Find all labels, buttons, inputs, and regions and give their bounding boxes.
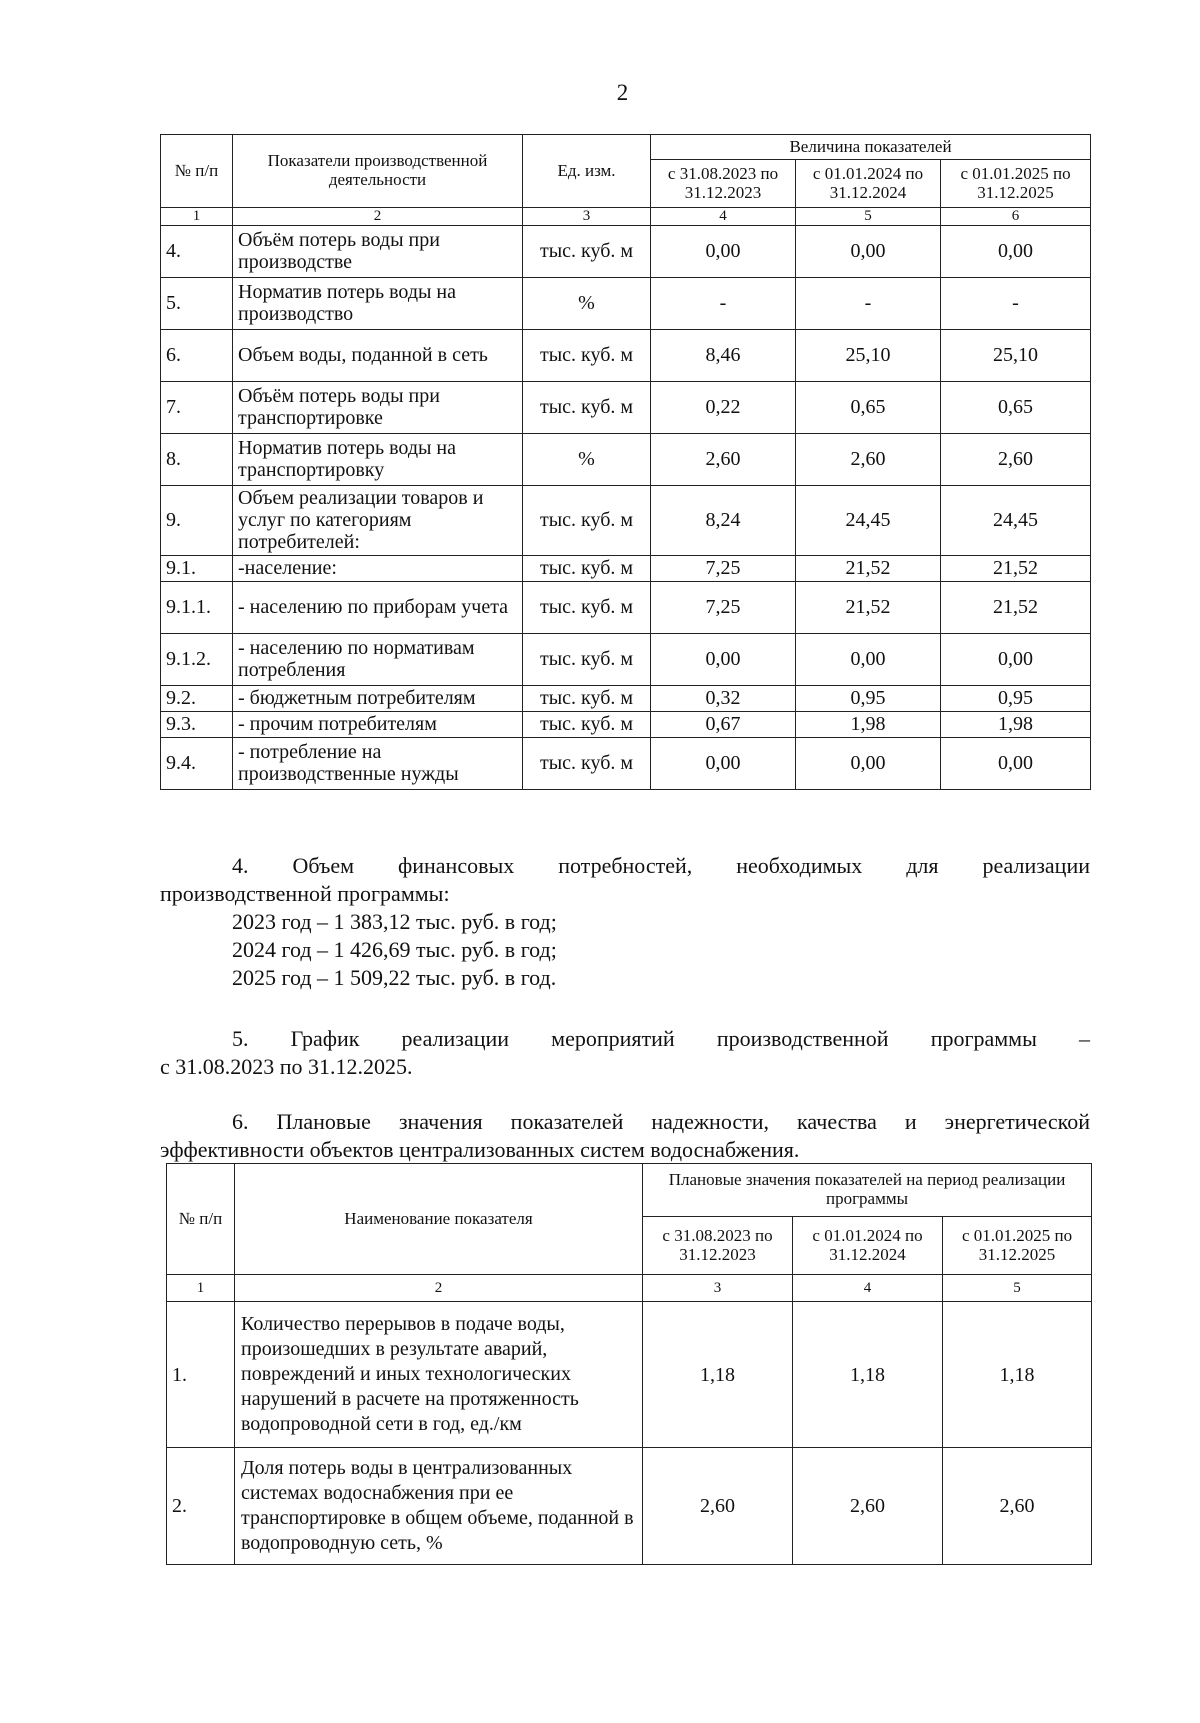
- section-4-heading-cont: производственной программы:: [160, 881, 450, 906]
- value-cell: 1,18: [643, 1302, 793, 1448]
- indicator-name: -население:: [233, 555, 523, 581]
- unit: тыс. куб. м: [523, 581, 651, 633]
- header-indicator: Показатели производственной деятельности: [233, 135, 523, 208]
- value-cell: 8,46: [651, 329, 796, 381]
- indicator-name: Объем реализации товаров и услуг по категориям потребителей:: [233, 485, 523, 555]
- value-cell: 0,00: [941, 225, 1091, 277]
- indicator-name: - населению по нормативам потребления: [233, 633, 523, 685]
- indicator-name: - прочим потребителям: [233, 711, 523, 737]
- section-5: [160, 1025, 1090, 1081]
- value-cell: 24,45: [796, 485, 941, 555]
- table-row: [161, 225, 1091, 277]
- financing-year-2023: 2023 год – 1 383,12 тыс. руб. в год;: [232, 909, 557, 934]
- value-cell: 2,60: [793, 1448, 943, 1565]
- section-5-line2: с 31.08.2023 по 31.12.2025.: [160, 1054, 413, 1079]
- unit: тыс. куб. м: [523, 485, 651, 555]
- row-number: 9.1.2.: [161, 633, 233, 685]
- header-period: с 01.01.2024 по 31.12.2024: [796, 160, 941, 208]
- header-indicator: Наименование показателя: [235, 1164, 643, 1275]
- row-number: 9.1.1.: [161, 581, 233, 633]
- unit: тыс. куб. м: [523, 711, 651, 737]
- row-number: 7.: [161, 381, 233, 433]
- value-cell: 7,25: [651, 555, 796, 581]
- table-row: [161, 633, 1091, 685]
- section-6-line2: эффективности объектов централизованных систем водоснабжения.: [160, 1137, 800, 1162]
- value-cell: 0,22: [651, 381, 796, 433]
- header-period: с 31.08.2023 по 31.12.2023: [643, 1217, 793, 1275]
- production-indicators-table: [160, 134, 1091, 790]
- column-number: 3: [523, 208, 651, 226]
- page-number: 2: [616, 80, 629, 105]
- header-period: с 01.01.2024 по 31.12.2024: [793, 1217, 943, 1275]
- indicator-name: - потребление на производственные нужды: [233, 737, 523, 789]
- value-cell: 21,52: [796, 555, 941, 581]
- unit: тыс. куб. м: [523, 737, 651, 789]
- value-cell: 21,52: [941, 555, 1091, 581]
- value-cell: 25,10: [796, 329, 941, 381]
- row-number: 9.: [161, 485, 233, 555]
- table-row: [161, 381, 1091, 433]
- section-6-line1: 6. Плановые значения показателей надежности, качества и энергетической: [232, 1109, 1090, 1134]
- column-number: 5: [943, 1275, 1092, 1302]
- column-number-row: [161, 208, 1091, 226]
- unit: %: [523, 433, 651, 485]
- header-period: с 01.01.2025 по 31.12.2025: [941, 160, 1091, 208]
- unit: %: [523, 277, 651, 329]
- unit: тыс. куб. м: [523, 329, 651, 381]
- table-row: [161, 711, 1091, 737]
- header-period: с 31.08.2023 по 31.12.2023: [651, 160, 796, 208]
- table-row: [161, 329, 1091, 381]
- row-number: 4.: [161, 225, 233, 277]
- header-unit: Ед. изм.: [523, 135, 651, 208]
- value-cell: 0,00: [651, 225, 796, 277]
- row-number: 8.: [161, 433, 233, 485]
- value-cell: 21,52: [941, 581, 1091, 633]
- value-cell: 0,95: [796, 685, 941, 711]
- value-cell: 0,65: [941, 381, 1091, 433]
- value-cell: 0,00: [796, 737, 941, 789]
- table-row: [161, 277, 1091, 329]
- column-number-row: [167, 1275, 1092, 1302]
- value-cell: 0,32: [651, 685, 796, 711]
- unit: тыс. куб. м: [523, 685, 651, 711]
- value-cell: 0,00: [796, 633, 941, 685]
- column-number: 1: [161, 208, 233, 226]
- value-cell: 2,60: [941, 433, 1091, 485]
- column-number: 4: [651, 208, 796, 226]
- header-values-group: Величина показателей: [651, 135, 1091, 160]
- value-cell: 1,18: [943, 1302, 1092, 1448]
- column-number: 4: [793, 1275, 943, 1302]
- table-row: [161, 737, 1091, 789]
- value-cell: 1,98: [941, 711, 1091, 737]
- column-number: 6: [941, 208, 1091, 226]
- row-number: 1.: [167, 1302, 235, 1448]
- section-6: [160, 1108, 1090, 1164]
- value-cell: 2,60: [796, 433, 941, 485]
- section-5-line1: 5. График реализации мероприятий производственной программы –: [232, 1026, 1090, 1051]
- value-cell: 0,95: [941, 685, 1091, 711]
- indicator-name: Объём потерь воды при транспортировке: [233, 381, 523, 433]
- row-number: 9.2.: [161, 685, 233, 711]
- header-num: № п/п: [167, 1164, 235, 1275]
- indicator-name: Норматив потерь воды на транспортировку: [233, 433, 523, 485]
- value-cell: 0,67: [651, 711, 796, 737]
- unit: тыс. куб. м: [523, 225, 651, 277]
- section-4: [160, 852, 1090, 992]
- column-number: 2: [233, 208, 523, 226]
- financing-year-2024: 2024 год – 1 426,69 тыс. руб. в год;: [232, 937, 557, 962]
- column-number: 5: [796, 208, 941, 226]
- value-cell: 8,24: [651, 485, 796, 555]
- indicator-name: - бюджетным потребителям: [233, 685, 523, 711]
- reliability-indicators-table: [166, 1163, 1092, 1565]
- row-number: 2.: [167, 1448, 235, 1565]
- table-row: [161, 555, 1091, 581]
- row-number: 9.4.: [161, 737, 233, 789]
- value-cell: -: [941, 277, 1091, 329]
- value-cell: 0,00: [651, 633, 796, 685]
- indicator-name: Объём потерь воды при производстве: [233, 225, 523, 277]
- row-number: 6.: [161, 329, 233, 381]
- value-cell: 0,00: [651, 737, 796, 789]
- column-number: 1: [167, 1275, 235, 1302]
- header-values-group: Плановые значения показателей на период реализации программы: [643, 1164, 1092, 1217]
- table-row: [161, 433, 1091, 485]
- value-cell: 2,60: [643, 1448, 793, 1565]
- table-row: [161, 581, 1091, 633]
- value-cell: 0,00: [796, 225, 941, 277]
- column-number: 3: [643, 1275, 793, 1302]
- row-number: 5.: [161, 277, 233, 329]
- table-row: [167, 1448, 1092, 1565]
- table-row: [161, 685, 1091, 711]
- header-period: с 01.01.2025 по 31.12.2025: [943, 1217, 1092, 1275]
- value-cell: -: [651, 277, 796, 329]
- table-row: [161, 485, 1091, 555]
- header-num: № п/п: [161, 135, 233, 208]
- value-cell: 21,52: [796, 581, 941, 633]
- value-cell: 2,60: [651, 433, 796, 485]
- column-number: 2: [235, 1275, 643, 1302]
- value-cell: 7,25: [651, 581, 796, 633]
- unit: тыс. куб. м: [523, 633, 651, 685]
- indicator-name: Норматив потерь воды на производство: [233, 277, 523, 329]
- unit: тыс. куб. м: [523, 555, 651, 581]
- row-number: 9.1.: [161, 555, 233, 581]
- value-cell: 0,00: [941, 633, 1091, 685]
- row-number: 9.3.: [161, 711, 233, 737]
- value-cell: 24,45: [941, 485, 1091, 555]
- value-cell: 1,98: [796, 711, 941, 737]
- table-row: [167, 1302, 1092, 1448]
- indicator-name: - населению по приборам учета: [233, 581, 523, 633]
- value-cell: -: [796, 277, 941, 329]
- unit: тыс. куб. м: [523, 381, 651, 433]
- value-cell: 2,60: [943, 1448, 1092, 1565]
- section-4-heading: 4. Объем финансовых потребностей, необходимых для реализации: [232, 853, 1090, 878]
- indicator-name: Количество перерывов в подаче воды, произошедших в результате аварий, повреждений и иных технологических нарушений в расчете на протяженность водопроводной сети в год, ед./км: [235, 1302, 643, 1448]
- value-cell: 0,65: [796, 381, 941, 433]
- indicator-name: Доля потерь воды в централизованных системах водоснабжения при ее транспортировке в общем объеме, поданной в водопроводную сеть, %: [235, 1448, 643, 1565]
- indicator-name: Объем воды, поданной в сеть: [233, 329, 523, 381]
- value-cell: 0,00: [941, 737, 1091, 789]
- financing-year-2025: 2025 год – 1 509,22 тыс. руб. в год.: [232, 965, 557, 990]
- value-cell: 1,18: [793, 1302, 943, 1448]
- value-cell: 25,10: [941, 329, 1091, 381]
